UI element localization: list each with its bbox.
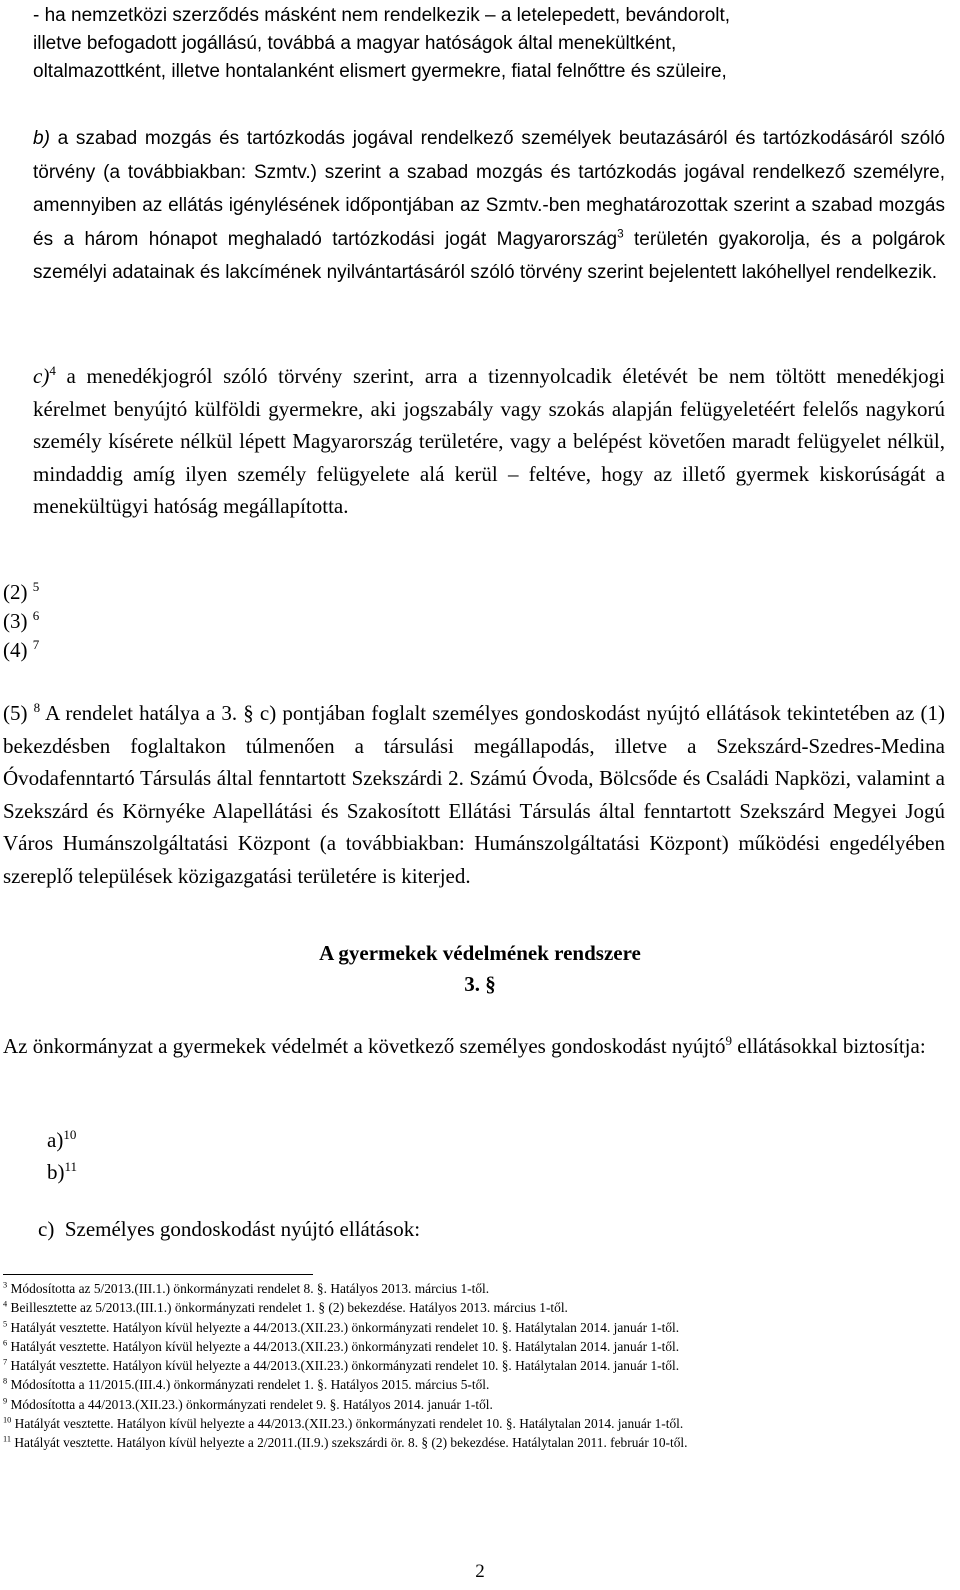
footnote-ref: 10 xyxy=(63,1127,77,1142)
item-label: (2) xyxy=(3,580,28,604)
paragraph-b-text-after: területén gyakorolja, és a polgárok személyi adatainak és lakcímének nyilvántartásáról szóló törvény szerint bejelentett lakóhellyel rendelkezik. xyxy=(33,228,945,283)
repealed-item xyxy=(3,636,203,665)
item-label: b) xyxy=(47,1160,65,1184)
footnote-number: 11 xyxy=(3,1434,11,1444)
paragraph-line: - ha nemzetközi szerződés másként nem rendelkezik – a letelepedett, bevándorolt, xyxy=(33,5,731,26)
footnote-ref: 7 xyxy=(32,637,40,652)
footnote-number: 8 xyxy=(3,1377,8,1387)
footnote-ref: 11 xyxy=(64,1159,78,1174)
footnote-number: 5 xyxy=(3,1319,8,1329)
footnote-text: Hatályát vesztette. Hatályon kívül helyezte a 44/2013.(XII.23.) önkormányzati rendelet 10. §. Hatálytalan 2014. január 1-től. xyxy=(10,1338,680,1354)
footnote xyxy=(3,1356,948,1375)
paragraph-b xyxy=(33,122,945,290)
footnote-number: 6 xyxy=(3,1338,8,1348)
footnote-text: Módosította a 11/2015.(III.4.) önkormányzati rendelet 1. §. Hatályos 2015. március 5-től. xyxy=(10,1377,490,1393)
sub-item xyxy=(47,1124,647,1156)
footnote-text: Hatályát vesztette. Hatályon kívül helyezte a 2/2011.(II.9.) szekszárdi ör. 8. § (2) bekezdése. Hatálytalan 2011. február 10-től. xyxy=(14,1435,688,1451)
footnote-ref: 5 xyxy=(32,579,40,594)
footnote-ref: 9 xyxy=(725,1033,733,1048)
footnote-ref: 6 xyxy=(32,608,40,623)
footnote-number: 4 xyxy=(3,1299,8,1309)
paragraph-line: illetve befogadott jogállású, továbbá a magyar hatóságok által menekültként, xyxy=(33,33,677,54)
footnote xyxy=(3,1298,948,1317)
repealed-item xyxy=(3,607,203,636)
paragraph-c-text: a menedékjogról szóló törvény szerint, arra a tizennyolcadik életévét be nem töltött menedékjogi kérelmet benyújtó külföldi gyermekre, aki jogszabály vagy szokás alapján felügyeletéért felelős nagykorú személy kísérete nélkül lépett Magyarország területére, vagy a belépést követően maradt felügyelet nélkül, mindaddig amíg ilyen személy felügyelete alá kerül – feltéve, hogy az illető gyermek kiskorúságát a menekültügyi hatóság megállapította. xyxy=(33,364,946,518)
sub-item xyxy=(47,1156,647,1188)
footnote-text: Beillesztette az 5/2013.(III.1.) önkormányzati rendelet 1. § (2) bekezdése. Hatályos 2013. március 1-től. xyxy=(10,1300,568,1316)
footnote xyxy=(3,1318,948,1337)
footnotes xyxy=(3,1279,948,1453)
sub-item-c-text: Személyes gondoskodást nyújtó ellátások: xyxy=(64,1217,421,1241)
section-title: A gyermekek védelmének rendszere xyxy=(319,941,641,965)
item-label: a) xyxy=(47,1128,64,1152)
footnote-ref: 4 xyxy=(49,363,56,378)
paragraph-intro-text-after: ellátásokkal biztosítja: xyxy=(737,1034,926,1058)
footnote-number: 10 xyxy=(3,1415,12,1425)
footnote-number: 7 xyxy=(3,1357,8,1367)
footnote xyxy=(3,1337,948,1356)
footnote-ref: 8 xyxy=(33,700,41,715)
sub-item-c xyxy=(38,1213,738,1245)
footnote-ref: 3 xyxy=(617,227,624,241)
item-label: (4) xyxy=(3,638,28,662)
footnote-text: Hatályát vesztette. Hatályon kívül helyezte a 44/2013.(XII.23.) önkormányzati rendelet 10. §. Hatálytalan 2014. január 1-től. xyxy=(10,1358,680,1374)
footnote-number: 9 xyxy=(3,1396,8,1406)
paragraph-5 xyxy=(3,697,945,893)
section-heading xyxy=(200,938,760,1000)
footnote-text: Hatályát vesztette. Hatályon kívül helyezte a 44/2013.(XII.23.) önkormányzati rendelet 10. §. Hatálytalan 2014. január 1-től. xyxy=(14,1416,684,1432)
paragraph-intro xyxy=(3,1030,945,1062)
footnote xyxy=(3,1375,948,1394)
section-number: 3. § xyxy=(464,972,496,996)
page-number: 2 xyxy=(475,1561,485,1582)
paragraph-5-text: A rendelet hatálya a 3. § c) pontjában foglalt személyes gondoskodást nyújtó ellátások tekintetében az (1) bekezdésben foglaltakon túlmenően a társulási megállapodás, illetve a Szekszárd-Szedres-Medina Óvodafenntartó Társulás által fenntartott Szekszárdi 2. Számú Óvoda, Bölcsőde és Családi Napközi, valamint a Szekszárd és Környéke Alapellátási és Szakosított Ellátási Társulás által fenntartott Szekszárd Megyei Jogú Város Humánszolgáltatási Központ (a továbbiakban: Humánszolgáltatási Központ) működési engedélyében szereplő települések közigazgatási területére is kiterjed. xyxy=(3,701,946,888)
footnote-text: Módosította az 5/2013.(III.1.) önkormányzati rendelet 8. §. Hatályos 2013. március 1-től. xyxy=(10,1281,490,1296)
footnote-text: Hatályát vesztette. Hatályon kívül helyezte a 44/2013.(XII.23.) önkormányzati rendelet 10. §. Hatálytalan 2014. január 1-től. xyxy=(10,1319,680,1335)
paragraph-b-body xyxy=(33,122,945,290)
paragraph-c-body xyxy=(33,360,945,523)
footnote xyxy=(3,1279,948,1298)
paragraph-line: oltalmazottként, illetve hontalanként elismert gyermekre, fiatal felnőttre és szüleire, xyxy=(33,61,727,82)
footnote xyxy=(3,1433,948,1452)
footnote xyxy=(3,1414,948,1433)
paragraph-foreign-status xyxy=(33,2,945,86)
paragraph-b-text: a szabad mozgás és tartózkodás jogával rendelkező személyek beutazásáról és tartózkodásáról szóló törvény (a továbbiakban: Szmtv.) szerint a szabad mozgás és tartózkodás jogával rendelkező személyre, amennyiben az ellátás igénylésének időpontjában az Szmtv.-ben meghatározottak szerint a szabad mozgás és a három hónapot meghaladó tartózkodási jogát Magyarország xyxy=(33,128,945,250)
sub-items-list xyxy=(47,1124,647,1188)
repealed-item xyxy=(3,578,203,607)
footnote-divider xyxy=(3,1274,313,1275)
paragraph-c xyxy=(33,360,945,523)
paragraph-5-label: (5) xyxy=(3,701,28,725)
paragraph-intro-body xyxy=(3,1030,945,1062)
footnote-text: Módosította a 44/2013.(XII.23.) önkormányzati rendelet 9. §. Hatályos 2014. január 1-től. xyxy=(10,1396,493,1412)
paragraph-intro-text: Az önkormányzat a gyermekek védelmét a következő személyes gondoskodást nyújtó xyxy=(3,1034,726,1058)
paragraph-b-label: b) xyxy=(33,128,50,149)
item-label: c) xyxy=(38,1217,55,1241)
repealed-items-list xyxy=(3,578,203,665)
item-label: (3) xyxy=(3,609,28,633)
footnote-number: 3 xyxy=(3,1280,8,1290)
paragraph-5-body xyxy=(3,697,945,893)
paragraph-c-label: c) xyxy=(33,364,50,388)
footnote xyxy=(3,1395,948,1414)
